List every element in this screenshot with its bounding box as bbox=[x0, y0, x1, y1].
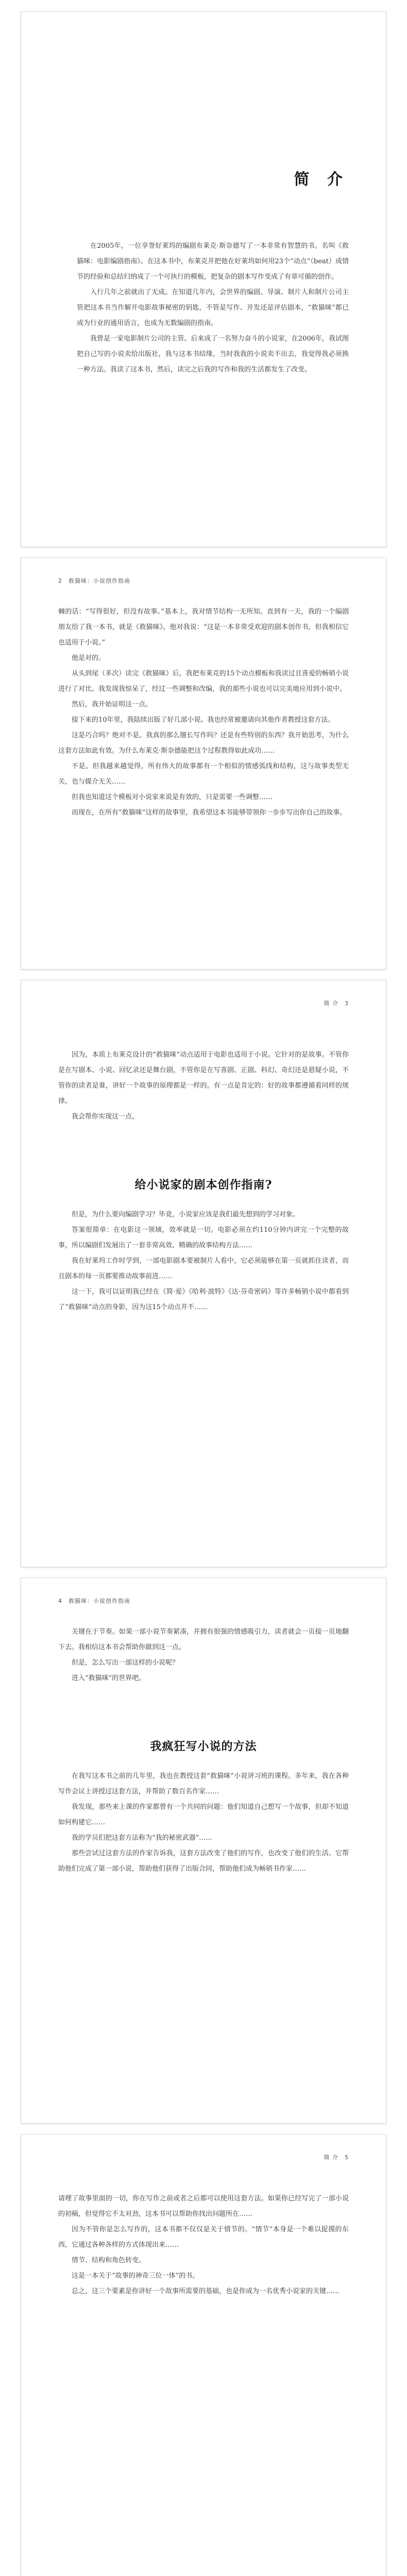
paragraph: 从头到尾（多次）读完《救猫咪》后，我把布莱克的15个动点模板和我读过且喜爱的畅销小说进行了对比。我发现我惊呆了，经过一些调整和改编，我的那些小说也可以完美地应用到小说中。 bbox=[58, 670, 349, 693]
paragraph: 他是对的。 bbox=[72, 654, 106, 662]
paragraph: 总之，这三个要素是你讲好一个故事所需要的基础，也是你成为一名优秀小说家的关键…… bbox=[72, 2287, 340, 2295]
paragraph: 那些尝试过这套方法的作家告诉我，这套方法改变了他们的写作，也改变了他们的生活。它帮助他们完成了第一部小说，帮助他们获得了出版合同，帮助他们成为畅销书作家…… bbox=[58, 1850, 349, 1873]
paragraph: 但是，怎么写出一部这样的小说呢？ bbox=[72, 1659, 179, 1667]
paragraph: 请理了故事里面的一切，你在写作之前或者之后都可以使用这套方法。如果你已经写完了一部小说的初稿，但觉得它不太对劲，这本书可以帮助你找出问题所在…… bbox=[58, 2195, 349, 2218]
running-head: 简 介 5 bbox=[324, 2154, 349, 2161]
paragraph: 在2005年，一位享誉好莱坞的编剧布莱克·斯奈德写了一本非常有智慧的书。名叫《救猫咪：电影编剧指南》。在这本书中，布莱克并把他在好莱坞如何用23个“动点”（beat）成情节的经验和总结归纳成了一个可执行的模板，把复杂的剧本写作变成了有章可循的创作。 bbox=[77, 242, 349, 281]
page-5 bbox=[21, 2134, 386, 2576]
paragraph: 关键在于节奏。如果一部小说节奏紧凑，并拥有很强的情感吸引力，读者就会一页接一页地翻下去。我相信这本书会帮助你做到这一点。 bbox=[58, 1628, 349, 1651]
running-head: 4 救猫咪：小说创作指南 bbox=[58, 1598, 130, 1604]
running-head: 简 介 3 bbox=[324, 1000, 349, 1007]
page-3 bbox=[21, 980, 386, 1567]
paragraph: 我发现，那些来上课的作家都曾有一个共同的问题：他们知道自己想写一个故事，但却不知道如何构建它…… bbox=[58, 1803, 349, 1826]
section-title: 给小说家的剧本创作指南? bbox=[134, 1178, 273, 1192]
paragraph: 答案很简单：在电影这一领域，效率就是一切。电影必须在约110分钟内讲完一个完整的故事，所以编剧们发展出了一套非常高效、精确的故事结构方法…… bbox=[58, 1226, 349, 1249]
paragraph: 但是，为什么要向编剧学习？毕竟，小说家应该是我们最先想到的学习对象。 bbox=[72, 1211, 300, 1218]
paragraph: 因为，本质上布莱克设计的“救猫咪”动点适用于电影也适用于小说。它针对的是故事。不管你是在写剧本、小说、回忆录还是舞台剧，不管你是在写喜剧、正剧、科幻、奇幻还是悬疑小说，不管你的读者是谁，讲好一个故事的原理都是一样的。有一点是肯定的：好的故事都遵循着同样的规律。 bbox=[58, 1051, 349, 1105]
chapter-title: 简 介 bbox=[294, 171, 349, 189]
paragraph: 入行几年之前就出了无成。在知道几年内，会世界的编剧、导演、制片人和制片公司主管把这本书当作解开电影故事秘密的钥匙，不管是写作、开发还是评估剧本，“救猫咪”都已成为行业的通用语言，也成为无数编剧的指南。 bbox=[77, 289, 349, 327]
paragraph: 情节、结构和角色转变。 bbox=[72, 2257, 146, 2264]
page-1 bbox=[21, 11, 386, 547]
paragraph: 这一下，我可以证明我已经在《简·爱》《哈利·波特》《达·芬奇密码》等许多畅销小说中都看到了“救猫咪”动点的身影，因为这15个动点并不…… bbox=[58, 1288, 349, 1311]
page-4 bbox=[21, 1578, 386, 2124]
page-2 bbox=[21, 557, 386, 970]
paragraph: 我的学员们把这套方法称为“我的秘密武器”…… bbox=[72, 1834, 213, 1842]
paragraph: 然后，我开始证明这一点。 bbox=[72, 701, 152, 708]
paragraph: 在我写这本书之前的几年里，我也在教授这套“救猫咪”小说讲习班的课程。多年来，我在各种写作会议上讲授过这套方法，并帮助了数百名作家…… bbox=[58, 1772, 349, 1795]
paragraph: 我曾是一家电影制片公司的主管。后来成了一名努力奋斗的小说家，在2006年，我试图把自己写的小说卖给出版社，我与这本书结缘，当时我我的小说卖不出去，我觉得我必须换一种方法。我读了这本书，然后，读完之后我的写作和我的生活都发生了改变。 bbox=[77, 335, 349, 374]
section-title: 我疯狂写小说的方法 bbox=[150, 1740, 257, 1753]
paragraph: 而现在，在所有“救猫咪”这样的故事里，我希望这本书能够带领你一步步写出你自己的故事。 bbox=[72, 809, 347, 817]
paragraph: 接下来的10年里，我陆续出版了好几部小说。我也经常被邀请向其他作者教授这套方法。 bbox=[72, 716, 335, 724]
paragraph: 因为不管你是怎么写作的，这本书都不仅仅是关于情节的。“情节”本身是一个难以捉摸的东西，它通过各种各样的方式体现出来…… bbox=[58, 2226, 349, 2249]
running-head: 2 救猫咪：小说创作指南 bbox=[58, 578, 130, 584]
paragraph: 这是巧合吗？绝对不是。我真的那么擅长写作吗？还是有些特别的东西？我开始思考，为什么这套方法如此有效。为什么布莱克·斯奈德能把这个过程教得如此成功…… bbox=[58, 732, 349, 755]
paragraph: 棘的话：“写得很好，但没有故事。”基本上，我对情节结构一无所知。直到有一天，我的一个编剧朋友给了我一本书，就是《救猫咪》。他对我说：“这是一本非常受欢迎的剧本创作书，但我相信它也适用于小说。” bbox=[58, 608, 349, 647]
paragraph: 这是一本关于“故事的神奇三位一体”的书。 bbox=[72, 2272, 199, 2280]
paragraph: 我会帮你实现这一点。 bbox=[72, 1113, 139, 1121]
paragraph: 不是。但我越来越觉得，所有伟大的故事都有一个相似的情感弧线和结构，这与故事类型无关，也与媒介无关…… bbox=[58, 762, 349, 786]
paragraph: 进入“救猫咪”的世界吧。 bbox=[72, 1674, 146, 1682]
paragraph: 但我也知道这个模板对小说家来说是有效的，只是需要一些调整…… bbox=[72, 793, 273, 801]
paragraph: 我在好莱坞工作时学到，一部电影剧本要被制片人看中，它必须能够在第一页就抓住读者，而且剧本的每一页都要推动故事前进…… bbox=[58, 1257, 349, 1280]
